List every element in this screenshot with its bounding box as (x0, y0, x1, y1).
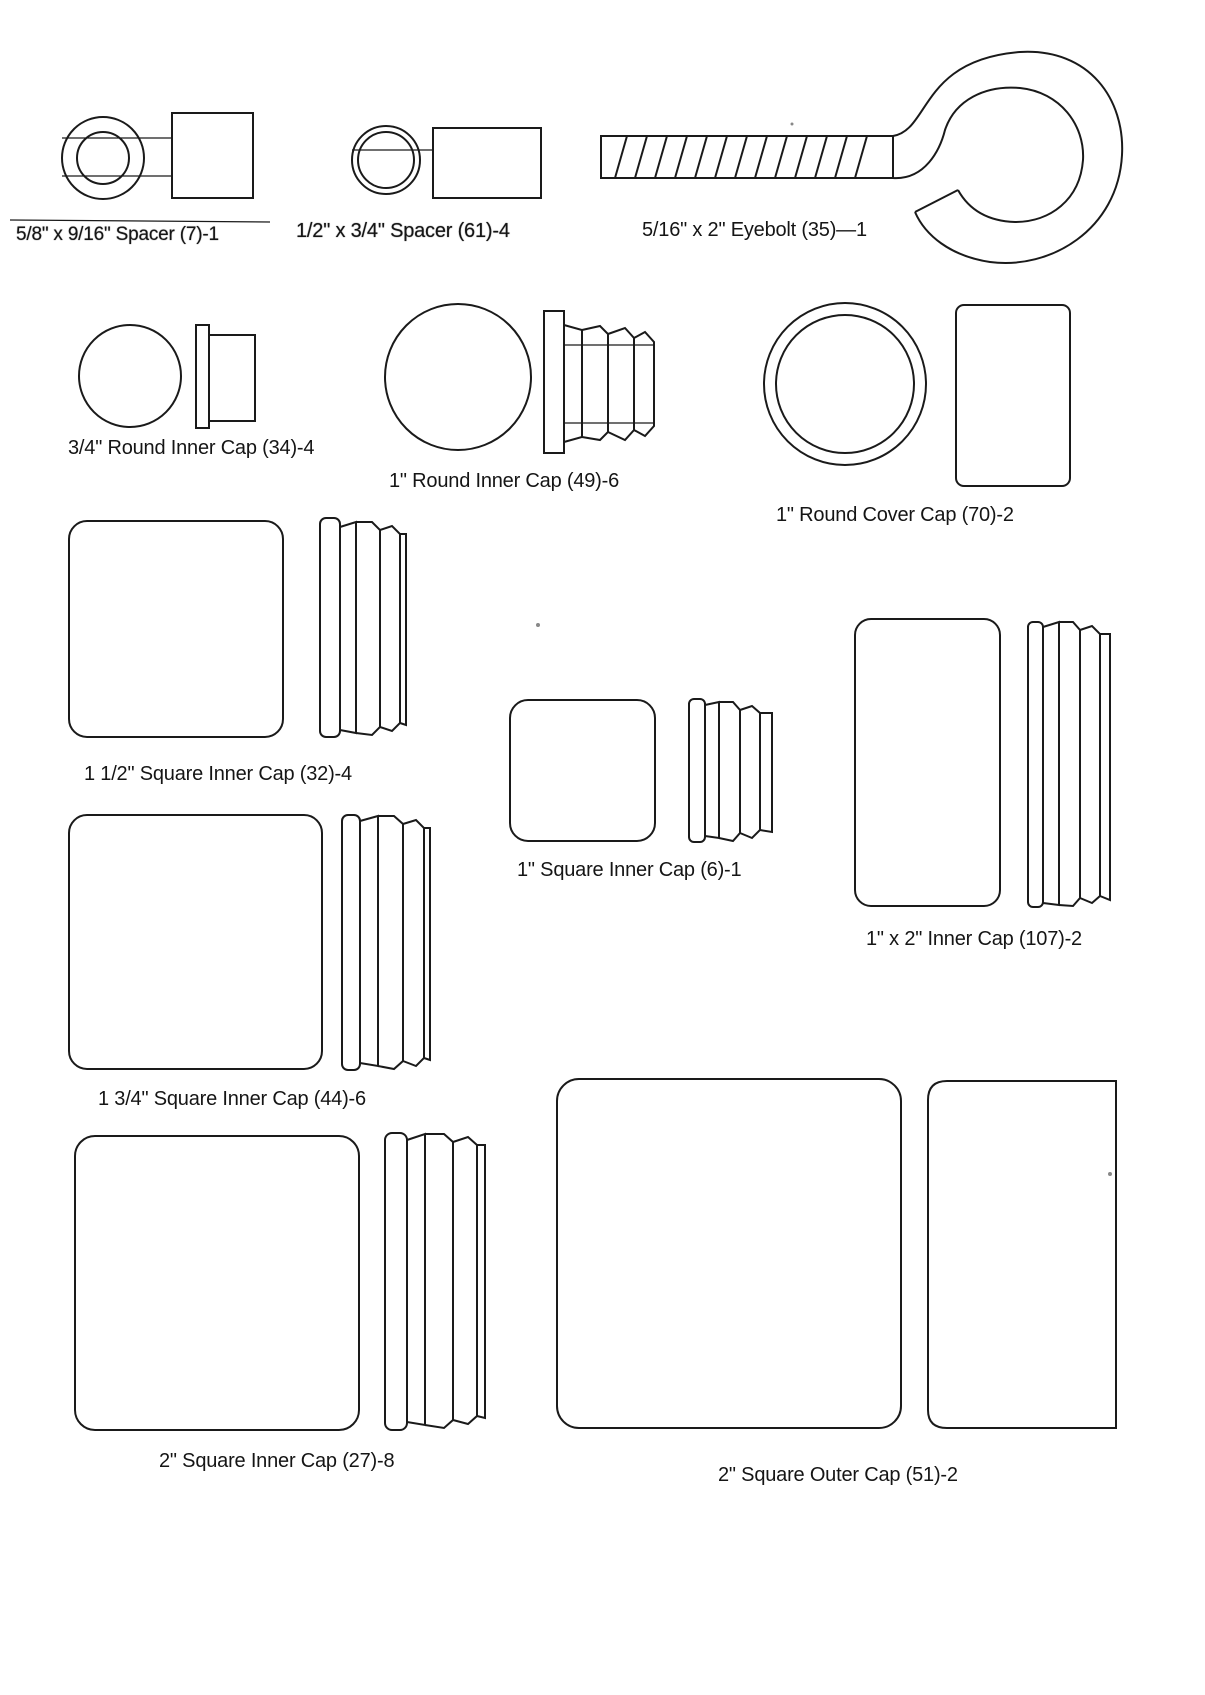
label-square-inner-cap-32: 1 1/2" Square Inner Cap (32)-4 (84, 763, 352, 785)
label-square-inner-cap-44: 1 3/4" Square Inner Cap (44)-6 (98, 1088, 366, 1110)
square-outer-cap-51-drawing (557, 1079, 1116, 1428)
inner-cap-107-drawing (855, 619, 1110, 907)
label-square-outer-cap-51: 2" Square Outer Cap (51)-2 (718, 1464, 958, 1486)
scan-speck (1108, 1172, 1112, 1176)
spacer-61-drawing (352, 126, 541, 198)
round-inner-cap-34-drawing (79, 325, 255, 428)
spacer-7-drawing (10, 113, 270, 222)
round-cover-cap-70-drawing (764, 303, 1070, 486)
square-inner-cap-27-drawing (75, 1133, 485, 1430)
label-inner-cap-107: 1" x 2" Inner Cap (107)-2 (866, 928, 1082, 950)
label-eyebolt-35: 5/16" x 2" Eyebolt (35)—1 (642, 219, 867, 241)
round-inner-cap-49-drawing (385, 304, 654, 453)
label-square-inner-cap-6: 1" Square Inner Cap (6)-1 (517, 859, 742, 881)
scan-speck (791, 123, 794, 126)
label-round-inner-cap-49: 1" Round Inner Cap (49)-6 (389, 470, 620, 492)
label-spacer-7: 5/8" x 9/16" Spacer (7)-1 (16, 224, 219, 245)
label-square-inner-cap-27: 2" Square Inner Cap (27)-8 (159, 1450, 395, 1472)
label-round-cover-cap-70: 1" Round Cover Cap (70)-2 (776, 504, 1014, 526)
scan-speck (536, 623, 540, 627)
square-inner-cap-6-drawing (510, 699, 772, 842)
square-inner-cap-32-drawing (69, 518, 406, 737)
square-inner-cap-44-drawing (69, 815, 430, 1070)
label-spacer-61: 1/2" x 3/4" Spacer (61)-4 (296, 220, 510, 242)
label-round-inner-cap-34: 3/4" Round Inner Cap (34)-4 (68, 437, 315, 459)
